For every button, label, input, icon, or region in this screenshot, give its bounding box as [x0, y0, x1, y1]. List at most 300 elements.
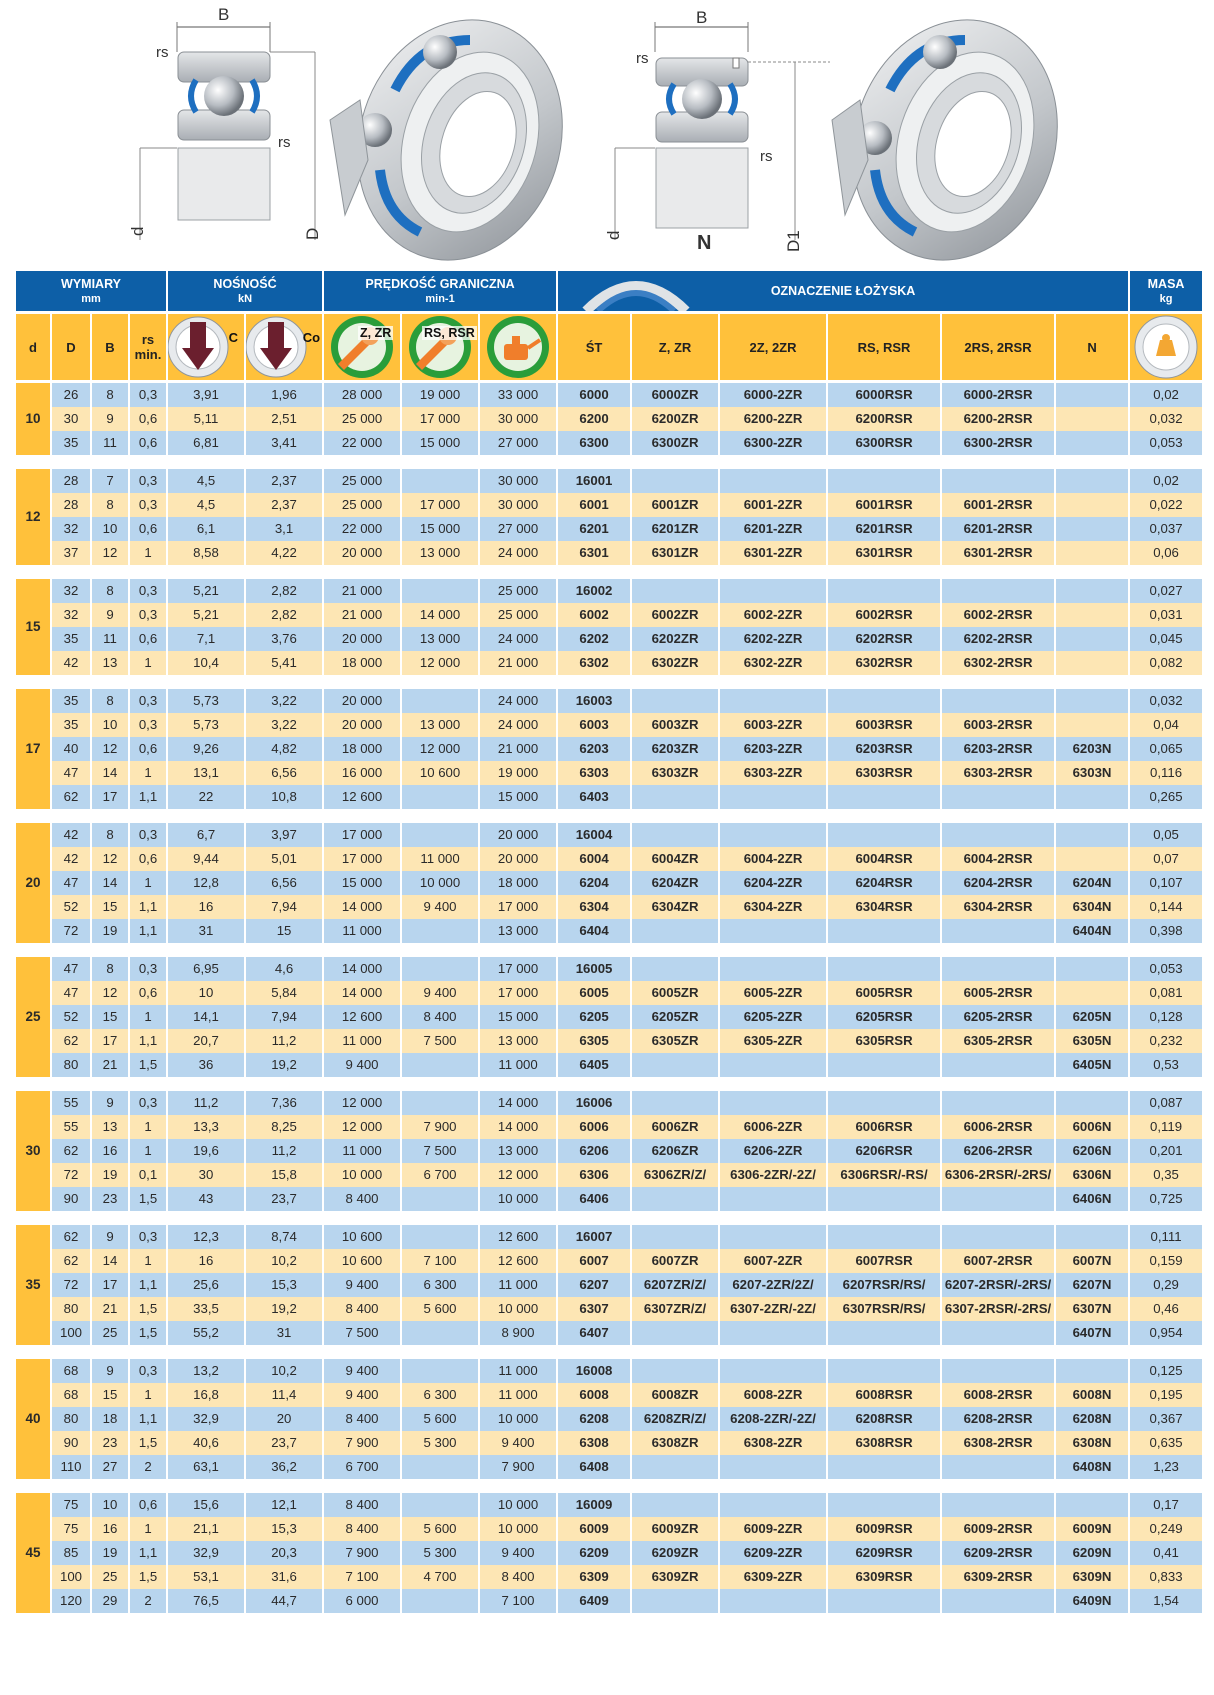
cell-code-rs [828, 689, 940, 713]
cell-code-rs: 6203RSR [828, 737, 940, 761]
col-rs: rs min. [130, 314, 166, 383]
group-oznaczenie: OZNACZENIE ŁOŻYSKA [558, 271, 1128, 314]
cell-speed-zzr: 8 400 [324, 1407, 400, 1431]
cell-code-zzr [632, 1091, 718, 1115]
cell-code-rs: 6300RSR [828, 431, 940, 455]
cell-speed-rsrsr [402, 1589, 478, 1613]
table-row [16, 1163, 1202, 1187]
cell-code-rs [828, 957, 940, 981]
cell-c: 3,91 [168, 383, 244, 407]
cell-outer-d: 68 [52, 1383, 90, 1407]
cell-c: 53,1 [168, 1565, 244, 1589]
cell-code-zzr: 6306ZR/Z/ [632, 1163, 718, 1187]
cell-code-2z [720, 785, 826, 809]
cell-mass: 0,116 [1130, 761, 1202, 785]
cell-rs: 0,6 [130, 1493, 166, 1517]
static-load-icon [246, 314, 322, 380]
cell-speed-oil: 11 000 [480, 1383, 556, 1407]
cell-speed-zzr: 28 000 [324, 383, 400, 407]
cell-code-zzr [632, 823, 718, 847]
gap-cell [16, 455, 1202, 469]
cell-mass: 0,46 [1130, 1297, 1202, 1321]
cell-co: 36,2 [246, 1455, 322, 1479]
cell-outer-d: 110 [52, 1455, 90, 1479]
cell-code-n [1056, 1359, 1128, 1383]
cell-b: 12 [92, 847, 128, 871]
cell-rs: 1 [130, 1005, 166, 1029]
cell-b: 8 [92, 823, 128, 847]
cell-speed-rsrsr: 13 000 [402, 541, 478, 565]
cell-code-zzr: 6305ZR [632, 1029, 718, 1053]
cell-mass: 0,249 [1130, 1517, 1202, 1541]
cell-code-zzr: 6307ZR/Z/ [632, 1297, 718, 1321]
cell-co: 11,2 [246, 1029, 322, 1053]
cell-st: 6201 [558, 517, 630, 541]
cell-code-2rs [942, 919, 1054, 943]
cell-code-2z: 6304-2ZR [720, 895, 826, 919]
cell-code-2z: 6302-2ZR [720, 651, 826, 675]
cell-st: 6008 [558, 1383, 630, 1407]
cell-code-2rs: 6302-2RSR [942, 651, 1054, 675]
cell-speed-oil: 24 000 [480, 541, 556, 565]
cell-outer-d: 72 [52, 1273, 90, 1297]
cell-code-2rs: 6209-2RSR [942, 1541, 1054, 1565]
cell-b: 8 [92, 689, 128, 713]
cell-b: 14 [92, 871, 128, 895]
cell-code-zzr: 6004ZR [632, 847, 718, 871]
dim-label-d1: D1 [784, 230, 803, 252]
cell-co: 2,51 [246, 407, 322, 431]
cell-code-2rs: 6208-2RSR [942, 1407, 1054, 1431]
cell-speed-zzr: 16 000 [324, 761, 400, 785]
cell-speed-rsrsr [402, 1321, 478, 1345]
cell-code-n [1056, 1225, 1128, 1249]
cell-code-2z: 6303-2ZR [720, 761, 826, 785]
cell-co: 19,2 [246, 1297, 322, 1321]
cell-code-2rs [942, 1321, 1054, 1345]
cell-code-zzr [632, 469, 718, 493]
cell-speed-zzr: 6 000 [324, 1589, 400, 1613]
bore-diameter: 35 [16, 1225, 50, 1345]
cell-code-n [1056, 1091, 1128, 1115]
cell-b: 27 [92, 1455, 128, 1479]
cell-speed-zzr: 20 000 [324, 689, 400, 713]
cell-speed-zzr: 20 000 [324, 541, 400, 565]
cell-st: 6006 [558, 1115, 630, 1139]
cell-speed-zzr: 25 000 [324, 493, 400, 517]
cell-speed-oil: 25 000 [480, 579, 556, 603]
cell-b: 23 [92, 1187, 128, 1211]
cell-b: 25 [92, 1321, 128, 1345]
cell-c: 8,58 [168, 541, 244, 565]
table-row [16, 1115, 1202, 1139]
cell-code-zzr: 6203ZR [632, 737, 718, 761]
cell-co: 7,94 [246, 895, 322, 919]
cell-c: 6,1 [168, 517, 244, 541]
cell-speed-zzr: 21 000 [324, 579, 400, 603]
cell-speed-rsrsr: 11 000 [402, 847, 478, 871]
cell-b: 16 [92, 1517, 128, 1541]
cell-code-rs [828, 785, 940, 809]
cell-outer-d: 42 [52, 847, 90, 871]
cell-co: 3,1 [246, 517, 322, 541]
cell-code-rs: 6200RSR [828, 407, 940, 431]
cell-speed-rsrsr [402, 785, 478, 809]
cell-mass: 0,053 [1130, 957, 1202, 981]
cell-speed-zzr: 11 000 [324, 1139, 400, 1163]
gap-cell [16, 943, 1202, 957]
cell-code-rs: 6003RSR [828, 713, 940, 737]
cell-c: 6,7 [168, 823, 244, 847]
cell-outer-d: 80 [52, 1407, 90, 1431]
cell-rs: 2 [130, 1455, 166, 1479]
cell-co: 8,74 [246, 1225, 322, 1249]
cell-speed-rsrsr: 14 000 [402, 603, 478, 627]
group-gap [16, 1077, 1202, 1091]
cell-speed-zzr: 6 700 [324, 1455, 400, 1479]
cell-speed-zzr: 18 000 [324, 651, 400, 675]
cell-code-n [1056, 383, 1128, 407]
cell-code-2z: 6205-2ZR [720, 1005, 826, 1029]
cell-c: 22 [168, 785, 244, 809]
col-b: B [92, 314, 128, 383]
cell-st: 6407 [558, 1321, 630, 1345]
cell-speed-oil: 33 000 [480, 383, 556, 407]
cell-speed-zzr: 15 000 [324, 871, 400, 895]
cell-code-2rs [942, 689, 1054, 713]
cell-code-n: 6309N [1056, 1565, 1128, 1589]
dim-label-rs-top-n: rs [636, 50, 649, 67]
cell-code-2rs: 6203-2RSR [942, 737, 1054, 761]
cell-code-2z: 6309-2ZR [720, 1565, 826, 1589]
col-co: Co [246, 314, 322, 383]
cell-code-rs [828, 1053, 940, 1077]
cell-code-n [1056, 517, 1128, 541]
dynamic-load-icon [168, 314, 244, 380]
cell-code-n: 6007N [1056, 1249, 1128, 1273]
gap-cell [16, 1211, 1202, 1225]
cell-st: 6304 [558, 895, 630, 919]
cell-c: 5,11 [168, 407, 244, 431]
cell-st: 6303 [558, 761, 630, 785]
cell-st: 6307 [558, 1297, 630, 1321]
cell-code-rs: 6209RSR [828, 1541, 940, 1565]
cell-st: 6003 [558, 713, 630, 737]
cell-code-2rs: 6000-2RSR [942, 383, 1054, 407]
cell-outer-d: 28 [52, 493, 90, 517]
cell-mass: 0,07 [1130, 847, 1202, 871]
table-row [16, 493, 1202, 517]
cell-code-rs [828, 1321, 940, 1345]
cell-speed-zzr: 10 600 [324, 1249, 400, 1273]
cell-rs: 1 [130, 1517, 166, 1541]
cell-code-2z: 6006-2ZR [720, 1115, 826, 1139]
cell-c: 6,95 [168, 957, 244, 981]
cell-code-n [1056, 823, 1128, 847]
cell-b: 8 [92, 957, 128, 981]
cell-speed-rsrsr: 7 100 [402, 1249, 478, 1273]
cell-c: 11,2 [168, 1091, 244, 1115]
cell-code-n: 6405N [1056, 1053, 1128, 1077]
cell-c: 16 [168, 1249, 244, 1273]
cell-co: 19,2 [246, 1053, 322, 1077]
cell-code-2rs [942, 1187, 1054, 1211]
cell-outer-d: 42 [52, 651, 90, 675]
cell-speed-zzr: 9 400 [324, 1053, 400, 1077]
cell-outer-d: 100 [52, 1565, 90, 1589]
cell-speed-rsrsr [402, 579, 478, 603]
cell-code-2rs: 6004-2RSR [942, 847, 1054, 871]
cell-speed-rsrsr: 5 300 [402, 1541, 478, 1565]
cell-code-zzr [632, 1493, 718, 1517]
cell-code-rs: 6309RSR [828, 1565, 940, 1589]
cell-speed-rsrsr: 6 700 [402, 1163, 478, 1187]
cell-speed-oil: 10 000 [480, 1297, 556, 1321]
cell-mass: 0,367 [1130, 1407, 1202, 1431]
cell-co: 7,36 [246, 1091, 322, 1115]
cell-co: 31 [246, 1321, 322, 1345]
cell-code-2z: 6000-2ZR [720, 383, 826, 407]
cell-st: 6209 [558, 1541, 630, 1565]
cell-code-rs: 6007RSR [828, 1249, 940, 1273]
cell-mass: 0,02 [1130, 469, 1202, 493]
cell-st: 6405 [558, 1053, 630, 1077]
cell-code-zzr: 6001ZR [632, 493, 718, 517]
group-gap [16, 1345, 1202, 1359]
cell-outer-d: 35 [52, 431, 90, 455]
cell-mass: 0,35 [1130, 1163, 1202, 1187]
cell-speed-zzr: 9 400 [324, 1359, 400, 1383]
cell-c: 13,3 [168, 1115, 244, 1139]
cell-speed-oil: 21 000 [480, 737, 556, 761]
cell-c: 19,6 [168, 1139, 244, 1163]
cell-co: 3,41 [246, 431, 322, 455]
cell-code-2rs: 6305-2RSR [942, 1029, 1054, 1053]
cell-co: 7,94 [246, 1005, 322, 1029]
cell-code-n: 6304N [1056, 895, 1128, 919]
cell-co: 2,37 [246, 469, 322, 493]
cell-code-rs: 6006RSR [828, 1115, 940, 1139]
cell-code-zzr [632, 1359, 718, 1383]
group-nosnosc: NOŚNOŚĆ kN [168, 271, 322, 314]
cell-rs: 1,1 [130, 1541, 166, 1565]
cell-code-zzr: 6200ZR [632, 407, 718, 431]
group-header-row [16, 271, 1202, 314]
table-row [16, 895, 1202, 919]
table-row [16, 407, 1202, 431]
cell-rs: 1,5 [130, 1431, 166, 1455]
cell-mass: 0,954 [1130, 1321, 1202, 1345]
col-d: d [16, 314, 50, 383]
table-row [16, 651, 1202, 675]
cell-code-2z: 6002-2ZR [720, 603, 826, 627]
cell-speed-rsrsr: 15 000 [402, 517, 478, 541]
cell-code-2z [720, 1359, 826, 1383]
cell-st: 6302 [558, 651, 630, 675]
cell-code-n [1056, 579, 1128, 603]
cell-code-rs: 6009RSR [828, 1517, 940, 1541]
cell-code-rs: 6301RSR [828, 541, 940, 565]
cell-mass: 0,111 [1130, 1225, 1202, 1249]
cell-mass: 0,065 [1130, 737, 1202, 761]
cell-code-n: 6308N [1056, 1431, 1128, 1455]
cell-speed-oil: 14 000 [480, 1091, 556, 1115]
cell-c: 10 [168, 981, 244, 1005]
cell-code-rs: 6207RSR/RS/ [828, 1273, 940, 1297]
dim-label-rs-top: rs [156, 44, 169, 61]
cell-code-n: 6009N [1056, 1517, 1128, 1541]
cell-outer-d: 72 [52, 1163, 90, 1187]
cell-code-2z: 6201-2ZR [720, 517, 826, 541]
cell-speed-oil: 14 000 [480, 1115, 556, 1139]
cell-c: 6,81 [168, 431, 244, 455]
cell-speed-rsrsr [402, 1359, 478, 1383]
cell-co: 3,76 [246, 627, 322, 651]
cell-code-2rs: 6008-2RSR [942, 1383, 1054, 1407]
cell-rs: 1,1 [130, 895, 166, 919]
bore-diameter: 30 [16, 1091, 50, 1211]
cell-speed-rsrsr: 9 400 [402, 981, 478, 1005]
cell-rs: 1,5 [130, 1297, 166, 1321]
cell-outer-d: 120 [52, 1589, 90, 1613]
cell-code-zzr: 6005ZR [632, 981, 718, 1005]
cell-code-2rs: 6308-2RSR [942, 1431, 1054, 1455]
cell-c: 33,5 [168, 1297, 244, 1321]
cell-co: 4,82 [246, 737, 322, 761]
cell-code-n [1056, 603, 1128, 627]
cell-speed-rsrsr: 4 700 [402, 1565, 478, 1589]
cell-speed-rsrsr: 19 000 [402, 383, 478, 407]
cell-co: 10,2 [246, 1249, 322, 1273]
cell-code-rs [828, 1225, 940, 1249]
cell-code-2z [720, 1225, 826, 1249]
cell-speed-oil: 30 000 [480, 407, 556, 431]
cell-speed-zzr: 7 500 [324, 1321, 400, 1345]
cell-mass: 0,17 [1130, 1493, 1202, 1517]
cell-code-2rs: 6007-2RSR [942, 1249, 1054, 1273]
cell-speed-rsrsr: 17 000 [402, 407, 478, 431]
cell-rs: 1 [130, 541, 166, 565]
cell-st: 6406 [558, 1187, 630, 1211]
col-code-2rs: 2RS, 2RSR [942, 314, 1054, 383]
cell-code-zzr: 6209ZR [632, 1541, 718, 1565]
cell-code-zzr: 6304ZR [632, 895, 718, 919]
cell-speed-oil: 12 600 [480, 1249, 556, 1273]
cell-co: 3,22 [246, 689, 322, 713]
cell-code-2z [720, 1321, 826, 1345]
cell-speed-rsrsr [402, 957, 478, 981]
cell-code-rs: 6005RSR [828, 981, 940, 1005]
cell-code-2rs: 6306-2RSR/-2RS/ [942, 1163, 1054, 1187]
seal-speed-icon [402, 314, 478, 380]
cell-rs: 0,3 [130, 957, 166, 981]
group-gap [16, 565, 1202, 579]
table-row [16, 1541, 1202, 1565]
cell-code-2z: 6004-2ZR [720, 847, 826, 871]
cell-code-rs: 6205RSR [828, 1005, 940, 1029]
cell-mass: 0,398 [1130, 919, 1202, 943]
cell-code-2rs: 6201-2RSR [942, 517, 1054, 541]
group-gap [16, 1211, 1202, 1225]
cell-speed-oil: 8 400 [480, 1565, 556, 1589]
cell-b: 15 [92, 1005, 128, 1029]
cell-code-zzr: 6007ZR [632, 1249, 718, 1273]
cell-co: 10,2 [246, 1359, 322, 1383]
cell-mass: 0,41 [1130, 1541, 1202, 1565]
cell-speed-oil: 15 000 [480, 1005, 556, 1029]
cell-code-n: 6205N [1056, 1005, 1128, 1029]
cell-mass: 0,119 [1130, 1115, 1202, 1139]
cell-code-zzr [632, 1321, 718, 1345]
cell-mass: 0,05 [1130, 823, 1202, 847]
col-c: C [168, 314, 244, 383]
cell-code-zzr [632, 785, 718, 809]
table-row [16, 431, 1202, 455]
cell-speed-rsrsr: 7 900 [402, 1115, 478, 1139]
cell-c: 16,8 [168, 1383, 244, 1407]
cell-code-2z: 6208-2ZR/-2Z/ [720, 1407, 826, 1431]
cell-outer-d: 47 [52, 761, 90, 785]
cell-speed-oil: 7 900 [480, 1455, 556, 1479]
cell-outer-d: 68 [52, 1359, 90, 1383]
cell-code-zzr: 6302ZR [632, 651, 718, 675]
cell-c: 25,6 [168, 1273, 244, 1297]
cell-mass: 0,081 [1130, 981, 1202, 1005]
cell-speed-oil: 20 000 [480, 847, 556, 871]
cell-code-rs: 6001RSR [828, 493, 940, 517]
cell-b: 9 [92, 1091, 128, 1115]
cell-code-rs: 6307RSR/RS/ [828, 1297, 940, 1321]
cell-code-rs: 6201RSR [828, 517, 940, 541]
cell-speed-zzr: 14 000 [324, 957, 400, 981]
table-row [16, 1431, 1202, 1455]
cell-b: 11 [92, 627, 128, 651]
table-row [16, 823, 1202, 847]
cell-rs: 1,1 [130, 1273, 166, 1297]
cell-code-2z: 6204-2ZR [720, 871, 826, 895]
cell-st: 6309 [558, 1565, 630, 1589]
cell-code-2z: 6003-2ZR [720, 713, 826, 737]
cell-code-2rs: 6005-2RSR [942, 981, 1054, 1005]
cell-st: 6204 [558, 871, 630, 895]
grease-speed-icon [324, 314, 400, 380]
cell-speed-oil: 7 100 [480, 1589, 556, 1613]
cell-mass: 0,053 [1130, 431, 1202, 455]
cell-speed-oil: 25 000 [480, 603, 556, 627]
cell-code-zzr [632, 689, 718, 713]
cell-speed-oil: 8 900 [480, 1321, 556, 1345]
cell-c: 15,6 [168, 1493, 244, 1517]
cell-c: 5,21 [168, 603, 244, 627]
bore-diameter: 40 [16, 1359, 50, 1479]
cell-speed-rsrsr [402, 1493, 478, 1517]
cell-code-2rs: 6309-2RSR [942, 1565, 1054, 1589]
cell-code-zzr: 6204ZR [632, 871, 718, 895]
dim-label-rs-mid-n: rs [760, 148, 773, 165]
cell-c: 12,3 [168, 1225, 244, 1249]
cell-rs: 0,6 [130, 847, 166, 871]
cell-b: 17 [92, 1029, 128, 1053]
cell-code-n [1056, 431, 1128, 455]
gap-cell [16, 809, 1202, 823]
cell-speed-oil: 10 000 [480, 1517, 556, 1541]
cell-mass: 0,265 [1130, 785, 1202, 809]
cell-code-2z [720, 469, 826, 493]
cell-c: 9,26 [168, 737, 244, 761]
cell-co: 31,6 [246, 1565, 322, 1589]
cell-speed-rsrsr: 6 300 [402, 1273, 478, 1297]
col-code-zzr: Z, ZR [632, 314, 718, 383]
